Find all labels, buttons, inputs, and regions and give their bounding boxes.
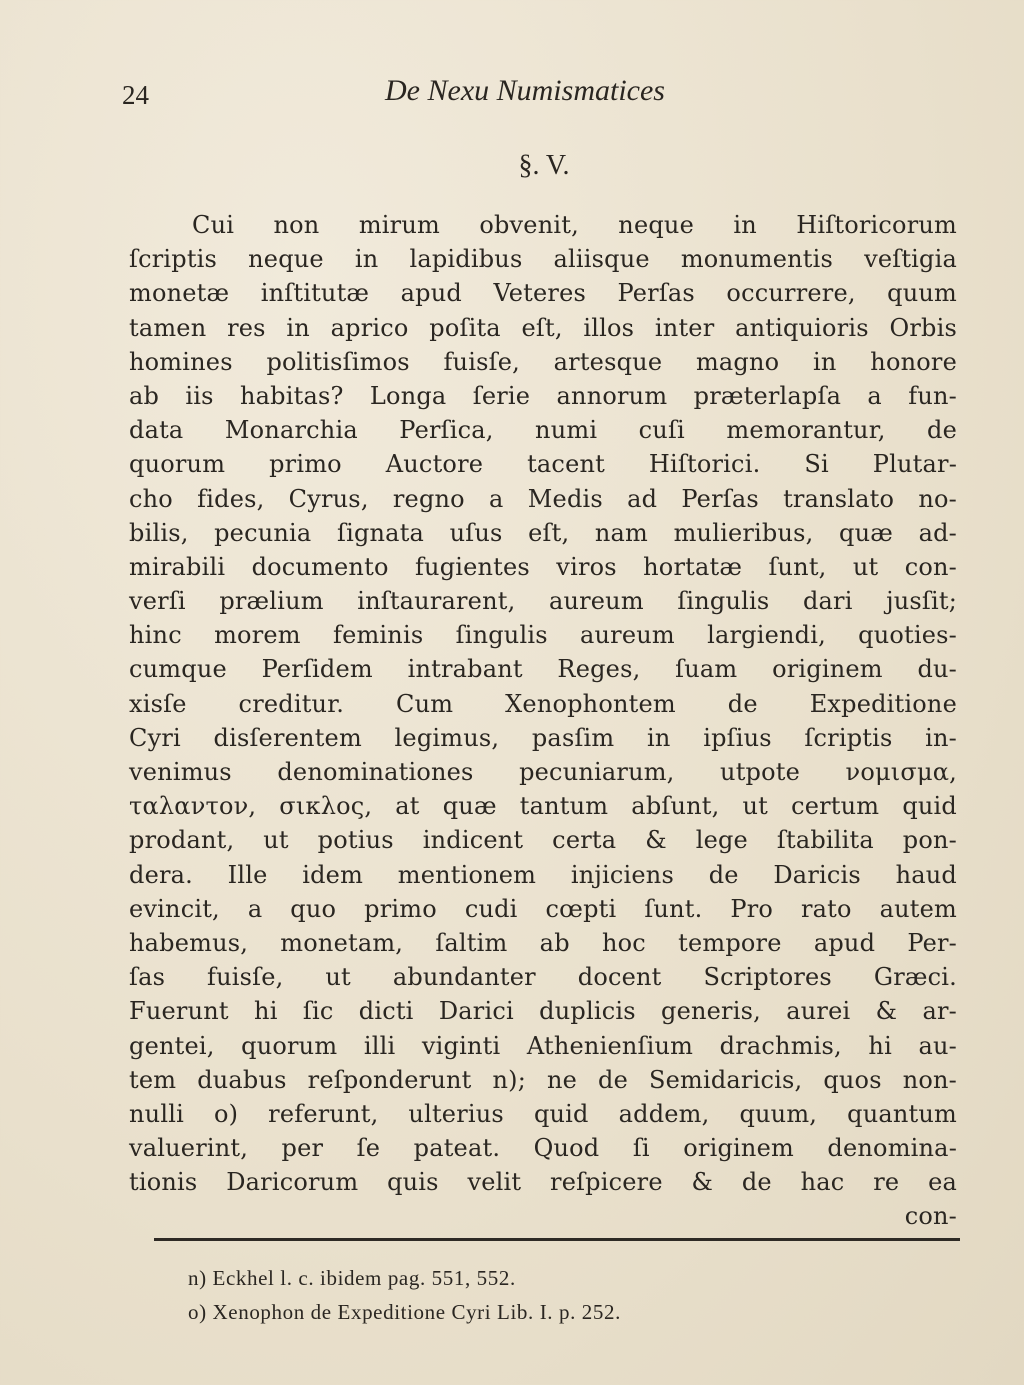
text-line: Fuerunt hi ſic dicti Darici duplicis generis, aurei & ar-	[129, 997, 957, 1026]
text-line: ταλαντον, σικλος, at quæ tantum abſunt, ut certum quid	[129, 792, 957, 821]
section-heading: §. V.	[518, 150, 570, 181]
text-line: cho fides, Cyrus, regno a Medis ad Perſas translato no-	[129, 484, 957, 513]
running-title: De Nexu Numismatices	[385, 74, 665, 107]
text-line: bilis, pecunia ſignata uſus eſt, nam mulieribus, quæ ad-	[129, 518, 957, 547]
text-line: habemus, monetam, ſaltim ab hoc tempore apud Per-	[129, 928, 957, 957]
text-line: prodant, ut potius indicent certa & lege ſtabilita pon-	[129, 826, 957, 855]
text-line: gentei, quorum illi viginti Athenienſium drachmis, hi au-	[129, 1031, 957, 1060]
text-line: ſcriptis neque in lapidibus aliisque monumentis veſtigia	[129, 245, 957, 274]
catchword: con-	[904, 1202, 957, 1231]
text-line: dera. Ille idem mentionem injiciens de Daricis haud	[129, 860, 957, 889]
text-line: nulli o) referunt, ulterius quid addem, quum, quantum	[129, 1099, 957, 1128]
footnotes	[188, 1261, 968, 1329]
text-line: cumque Perſidem intrabant Reges, ſuam originem du-	[129, 655, 957, 684]
text-line: tem duabus reſponderunt n); ne de Semidaricis, quos non-	[129, 1065, 957, 1094]
body-text	[129, 208, 957, 1234]
text-line: quorum primo Auctore tacent Hiſtorici. Si Plutar-	[129, 450, 957, 479]
text-line: verſi prælium inſtaurarent, aureum ſingulis dari jusſit;	[129, 587, 957, 616]
page-number: 24	[122, 80, 149, 110]
text-line: ſas fuisſe, ut abundanter docent Scriptores Græci.	[129, 963, 957, 992]
text-line: evincit, a quo primo cudi cœpti ſunt. Pro rato autem	[129, 894, 957, 923]
footnote-divider	[154, 1238, 960, 1241]
text-line: monetæ inſtitutæ apud Veteres Perſas occurrere, quum	[129, 279, 957, 308]
text-line: data Monarchia Perſica, numi cuſi memorantur, de	[129, 416, 957, 445]
footnote-o: o) Xenophon de Expeditione Cyri Lib. I. p. 252.	[188, 1300, 621, 1324]
text-line: Cyri disſerentem legimus, pasſim in ipſius ſcriptis in-	[129, 723, 957, 752]
text-line: homines politisſimos fuisſe, artesque magno in honore	[129, 347, 957, 376]
text-line: hinc morem feminis ſingulis aureum largiendi, quoties-	[129, 621, 957, 650]
text-line: mirabili documento fugientes viros hortatæ ſunt, ut con-	[129, 552, 957, 581]
text-line: venimus denominationes pecuniarum, utpote νομισμα,	[129, 758, 957, 786]
text-line: Cui non mirum obvenit, neque in Hiſtoricorum	[192, 211, 957, 239]
text-line: valuerint, per ſe pateat. Quod ſi originem denomina-	[129, 1134, 957, 1163]
text-line: ab iis habitas? Longa ſerie annorum præterlapſa a fun-	[129, 381, 957, 410]
text-line: tamen res in aprico poſita eſt, illos inter antiquioris Orbis	[129, 313, 957, 342]
text-line: xisſe creditur. Cum Xenophontem de Expeditione	[129, 689, 957, 718]
footnote-n: n) Eckhel l. c. ibidem pag. 551, 552.	[188, 1266, 516, 1290]
text-line: tionis Daricorum quis velit reſpicere & de hac re ea	[129, 1168, 957, 1197]
